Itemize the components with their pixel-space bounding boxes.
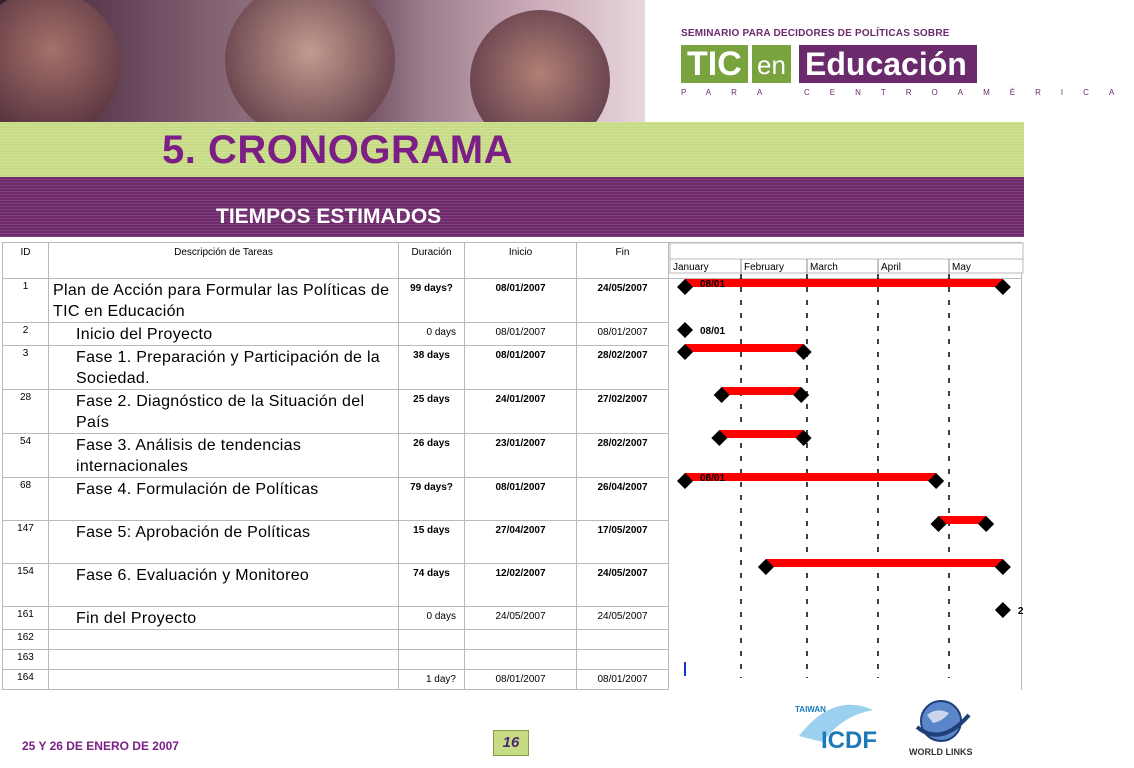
- row-duration: [399, 630, 465, 650]
- row-duration: 74 days: [399, 564, 465, 607]
- column-header-id: ID: [3, 243, 49, 279]
- row-description: [49, 630, 399, 650]
- icdf-main-text: ICDF: [821, 727, 877, 754]
- row-start: 08/01/2007: [465, 478, 577, 521]
- row-duration: 25 days: [399, 390, 465, 434]
- gantt-bar: [939, 516, 987, 524]
- row-id: 162: [3, 630, 49, 650]
- gantt-chart: [670, 243, 1023, 678]
- row-duration: 1 day?: [399, 670, 465, 690]
- slide-subtitle: TIEMPOS ESTIMADOS: [216, 205, 442, 228]
- gantt-bar: [685, 344, 804, 352]
- row-start: 24/01/2007: [465, 390, 577, 434]
- row-start: [465, 630, 577, 650]
- footer-date: 25 Y 26 DE ENERO DE 2007: [22, 739, 179, 753]
- row-id: 147: [3, 521, 49, 564]
- gantt-date-label: 2: [1017, 606, 1024, 617]
- row-end: 27/02/2007: [577, 390, 669, 434]
- gantt-bar: [766, 559, 1003, 567]
- month-label: May: [952, 262, 971, 273]
- logo-tagline: SEMINARIO PARA DECIDORES DE POLÍTICAS SOBRE: [681, 28, 950, 39]
- row-id: 1: [3, 279, 49, 323]
- column-header-duration: Duración: [399, 243, 465, 279]
- row-end: 28/02/2007: [577, 434, 669, 478]
- column-header-description: Descripción de Tareas: [49, 243, 399, 279]
- row-duration: 79 days?: [399, 478, 465, 521]
- row-id: 163: [3, 650, 49, 670]
- icdf-top-text: TAIWAN: [795, 705, 826, 714]
- row-id: 68: [3, 478, 49, 521]
- row-start: 08/01/2007: [465, 323, 577, 346]
- gantt-bar: [719, 430, 803, 438]
- row-description: Fase 6. Evaluación y Monitoreo: [49, 564, 399, 607]
- row-id: 2: [3, 323, 49, 346]
- logo-tic: TIC: [681, 45, 748, 83]
- row-description: Fase 3. Análisis de tendencias internacionales: [49, 434, 399, 478]
- row-duration: [399, 650, 465, 670]
- row-description: Plan de Acción para Formular las Políticas de TIC en Educación: [49, 279, 399, 323]
- row-duration: 38 days: [399, 346, 465, 390]
- page-number: 16: [493, 730, 529, 756]
- row-start: 08/01/2007: [465, 279, 577, 323]
- gantt-milestone-diamond: [677, 322, 693, 338]
- row-description: [49, 670, 399, 690]
- row-start: 23/01/2007: [465, 434, 577, 478]
- row-start: 08/01/2007: [465, 670, 577, 690]
- logo-en: en: [752, 45, 791, 83]
- row-start: 08/01/2007: [465, 346, 577, 390]
- row-description: Inicio del Proyecto: [49, 323, 399, 346]
- gantt-date-label: 08/01: [700, 279, 726, 290]
- row-id: 161: [3, 607, 49, 630]
- gantt-milestone-diamond: [995, 602, 1011, 618]
- month-label: March: [810, 262, 838, 273]
- row-description: Fase 2. Diagnóstico de la Situación del País: [49, 390, 399, 434]
- row-end: 08/01/2007: [577, 323, 669, 346]
- row-end: 24/05/2007: [577, 564, 669, 607]
- column-header-end: Fin: [577, 243, 669, 279]
- row-duration: 0 days: [399, 323, 465, 346]
- row-end: 24/05/2007: [577, 279, 669, 323]
- row-end: 17/05/2007: [577, 521, 669, 564]
- logo-educacion: Educación: [799, 45, 977, 83]
- subtitle-band: [0, 177, 1024, 237]
- world-links-text: WORLD LINKS: [909, 747, 973, 757]
- gantt-bar: [685, 279, 1003, 287]
- gantt-date-label: 08/01: [700, 326, 726, 337]
- month-label: February: [744, 262, 785, 273]
- row-start: [465, 650, 577, 670]
- row-id: 3: [3, 346, 49, 390]
- row-id: 54: [3, 434, 49, 478]
- row-end: 26/04/2007: [577, 478, 669, 521]
- row-description: [49, 650, 399, 670]
- row-end: 08/01/2007: [577, 670, 669, 690]
- row-description: Fin del Proyecto: [49, 607, 399, 630]
- month-label: January: [673, 262, 709, 273]
- seminar-logo: [681, 28, 1134, 98]
- row-duration: 26 days: [399, 434, 465, 478]
- logo-subtitle: PARA CENTROAMÉRICA: [681, 88, 1134, 97]
- world-links-logo: [905, 697, 985, 759]
- row-end: 28/02/2007: [577, 346, 669, 390]
- row-duration: 15 days: [399, 521, 465, 564]
- row-end: [577, 650, 669, 670]
- row-end: 24/05/2007: [577, 607, 669, 630]
- month-label: April: [881, 262, 902, 273]
- row-start: 12/02/2007: [465, 564, 577, 607]
- row-description: Fase 1. Preparación y Participación de la Sociedad.: [49, 346, 399, 390]
- row-id: 28: [3, 390, 49, 434]
- row-id: 164: [3, 670, 49, 690]
- row-end: [577, 630, 669, 650]
- header-photo: [0, 0, 645, 122]
- row-duration: 0 days: [399, 607, 465, 630]
- row-duration: 99 days?: [399, 279, 465, 323]
- slide-title: 5. CRONOGRAMA: [162, 128, 513, 172]
- gantt-header-top: [670, 243, 1023, 259]
- row-start: 24/05/2007: [465, 607, 577, 630]
- header-banner: [0, 0, 1134, 122]
- gantt-bar: [722, 387, 802, 395]
- gantt-date-label: 08/01: [700, 473, 726, 484]
- row-description: Fase 5: Aprobación de Políticas: [49, 521, 399, 564]
- icdf-logo: [793, 696, 875, 754]
- row-description: Fase 4. Formulación de Políticas: [49, 478, 399, 521]
- column-header-start: Inicio: [465, 243, 577, 279]
- row-id: 154: [3, 564, 49, 607]
- row-start: 27/04/2007: [465, 521, 577, 564]
